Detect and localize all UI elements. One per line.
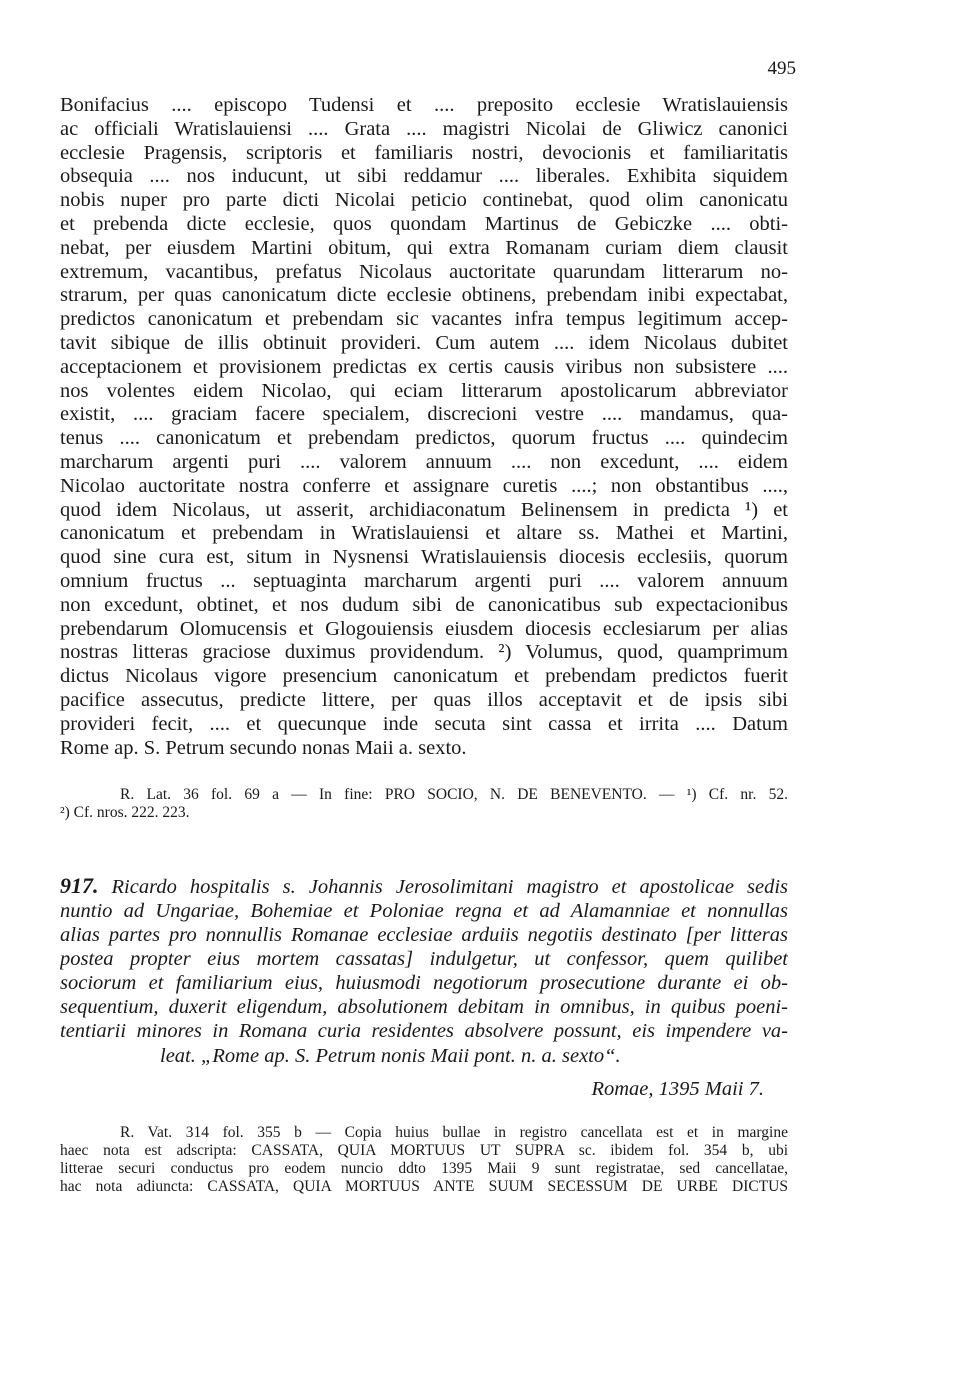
- footer-line: R. Vat. 314 fol. 355 b — Copia huius bullae in registro cancellata est et in margine: [120, 1123, 788, 1141]
- footer-line: haec nota est adscripta: CASSATA, QUIA MORTUUS UT SUPRA sc. ibidem fol. 354 b, ubi: [60, 1142, 788, 1160]
- body-line: extremum, vacantibus, prefatus Nicolaus auctoritate quarundam litterarum no-: [60, 260, 788, 283]
- entry-line-text: Ricardo hospitalis s. Johannis Jerosolimitani magistro et apostolicae sedis: [111, 876, 788, 899]
- entry-number: 917.: [60, 874, 99, 899]
- body-line: quod idem Nicolaus, ut asserit, archidiaconatum Belinensem in predicta ¹) et: [60, 498, 788, 521]
- body-line: ac officiali Wratislauiensi .... Grata .... magistri Nicolai de Gliwicz canonici: [60, 117, 788, 140]
- body-line: ecclesie Pragensis, scriptoris et familiaris nostri, devocionis et familiaritatis: [60, 141, 788, 164]
- page-number: 495: [767, 58, 796, 79]
- entry-line: nuntio ad Ungariae, Bohemiae et Poloniae regna et ad Alamanniae et nonnullas: [60, 899, 788, 922]
- body-line: Bonifacius .... episcopo Tudensi et .... preposito ecclesie Wratislauiensis: [60, 94, 788, 116]
- body-line: nobis nuper pro parte dicti Nicolai peticio continebat, quod olim canonicatu: [60, 189, 788, 212]
- body-line: canonicatum et prebendam in Wratislauiensi et altare ss. Mathei et Martini,: [60, 522, 788, 545]
- note-line: ²) Cf. nros. 222. 223.: [60, 804, 190, 822]
- body-line: pacifice assecutus, predicte littere, per quas illos acceptavit et de ipsis sibi: [60, 688, 788, 711]
- entry-date: Romae, 1395 Maii 7.: [591, 1077, 764, 1100]
- body-line: existit, .... graciam facere specialem, discrecioni vestre .... mandamus, qua-: [60, 403, 788, 426]
- body-line: predictos canonicatum et prebendam sic vacantes infra tempus legitimum accep-: [60, 308, 788, 331]
- body-line: obsequia .... nos inducunt, ut sibi reddamur .... liberales. Exhibita siquidem: [60, 165, 788, 188]
- body-line: Nicolao auctoritate nostra conferre et assignare curetis ....; non obstantibus ....,: [60, 474, 788, 497]
- body-line: et prebenda dicte ecclesie, quos quondam Martinus de Gebiczke .... obti-: [60, 212, 788, 235]
- body-line: provideri fecit, .... et quecunque inde secuta sint cassa et irrita .... Datum: [60, 712, 788, 735]
- note-line: R. Lat. 36 fol. 69 a — In fine: PRO SOCIO, N. DE BENEVENTO. — ¹) Cf. nr. 52.: [120, 786, 788, 804]
- body-line: nebat, per eiusdem Martini obitum, qui extra Romanam curiam diem clausit: [60, 236, 788, 259]
- body-line: non excedunt, obtinet, et nos dudum sibi de canonicatibus sub expectacionibus: [60, 593, 788, 616]
- entry-line: alias partes pro nonnullis Romanae ecclesiae arduiis negotiis destinato [per litteras: [60, 923, 788, 946]
- body-line: acceptacionem et provisionem predictas ex certis causis viribus non subsistere ....: [60, 355, 788, 378]
- entry-notes: [60, 1124, 788, 1197]
- entry-line: tentiarii minores in Romana curia residentes absolvere possunt, eis impendere va-: [60, 1020, 788, 1043]
- body-line: nostras litteras graciose duximus providendum. ²) Volumus, quod, quamprimum: [60, 641, 788, 664]
- letter-text: [60, 94, 788, 760]
- body-line: marcharum argenti puri .... valorem annuum .... non excedunt, .... eidem: [60, 450, 788, 473]
- body-line: omnium fructus ... septuaginta marcharum argenti puri .... valorem annuum: [60, 569, 788, 592]
- body-line: Rome ap. S. Petrum secundo nonas Maii a. sexto.: [60, 736, 467, 759]
- body-line: tenus .... canonicatum et prebendam predictos, quorum fructus .... quindecim: [60, 427, 788, 450]
- entry-line: [60, 874, 788, 898]
- footer-line: hac nota adiuncta: CASSATA, QUIA MORTUUS ANTE SUUM SECESSUM DE URBE DICTUS: [60, 1178, 788, 1196]
- entry-line: sequentium, duxerit eligendum, absolutionem debitam in omnibus, in quibus poeni-: [60, 996, 788, 1019]
- footer-line: litterae securi conductus pro eodem nuncio ddto 1395 Maii 9 sunt registratae, sed cancellatae,: [60, 1160, 788, 1178]
- body-line: nos volentes eidem Nicolao, qui eciam litterarum apostolicarum abbreviator: [60, 379, 788, 402]
- entry-917: [60, 874, 788, 1102]
- body-line: dictus Nicolaus vigore presencium canonicatum et prebendam predictos fuerit: [60, 665, 788, 688]
- letter-notes: [60, 786, 788, 822]
- body-line: prebendarum Olomucensis et Glogouiensis eiusdem diocesis ecclesiarum per alias: [60, 617, 788, 640]
- document-body: [60, 94, 788, 1197]
- body-line: strarum, per quas canonicatum dicte ecclesie obtinens, prebendam inibi expectabat,: [60, 284, 788, 307]
- entry-line: leat. „Rome ap. S. Petrum nonis Maii pont. n. a. sexto“.: [160, 1044, 621, 1067]
- entry-line: postea propter eius mortem cassatas] indulgetur, ut confessor, quem quilibet: [60, 947, 788, 970]
- body-line: quod sine cura est, situm in Nysnensi Wratislauiensis diocesis ecclesiis, quorum: [60, 546, 788, 569]
- body-line: tavit sibique de illis obtinuit provideri. Cum autem .... idem Nicolaus dubitet: [60, 331, 788, 354]
- entry-line: sociorum et familiarium eius, huiusmodi negotiorum prosecutione durante ei ob-: [60, 972, 788, 995]
